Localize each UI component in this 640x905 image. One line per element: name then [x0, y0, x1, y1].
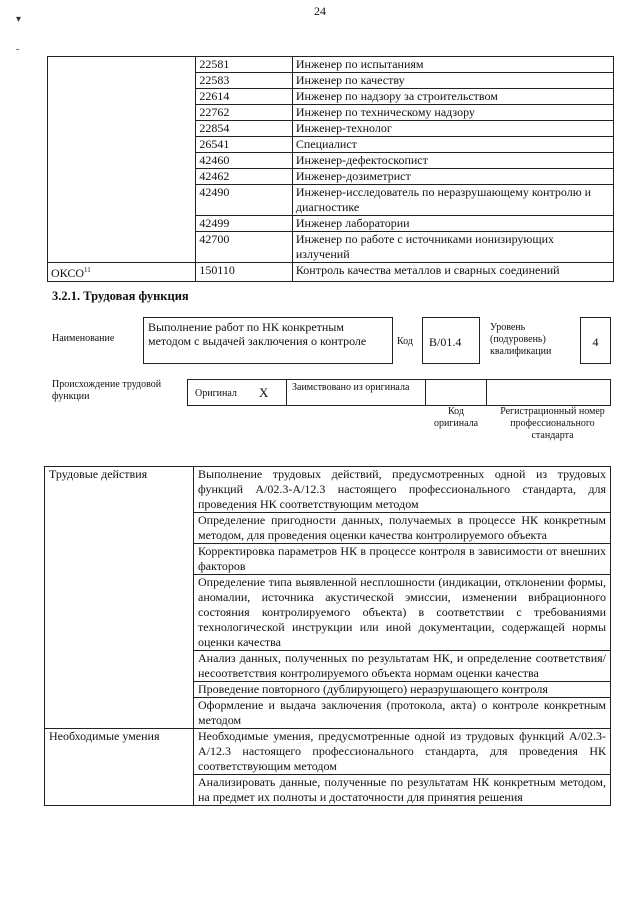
labor-actions-item: Анализ данных, полученных по результатам НК, и определение соответствия/несоответствия контролируемого объекта нормам оценки качества	[194, 651, 611, 682]
margin-mark: ▾	[16, 14, 22, 25]
table-row	[48, 57, 614, 73]
function-name-value: Выполнение работ по НК конкретным методом с выдачей заключения о контроле	[148, 320, 367, 348]
occupation-name: Инженер-исследователь по неразрушающему контролю и диагностике	[292, 185, 613, 216]
borrowed-label: Заимствовано из оригинала	[292, 382, 410, 393]
borrowed-box	[286, 379, 426, 406]
skills-item: Анализировать данные, полученные по результатам НК конкретным методом, на предмет их полноты и достаточности для принятия решения	[194, 775, 611, 806]
okso-code: 150110	[196, 263, 293, 282]
labor-actions-item: Выполнение трудовых действий, предусмотренных одной из трудовых функций А/02.3-А/12.3 настоящего профессионального стандарта, для проведения НК соответствующим методом	[194, 467, 611, 513]
skills-label: Необходимые умения	[45, 729, 194, 806]
okso-footnote: 11	[84, 266, 91, 274]
code-label: Код	[397, 336, 413, 347]
original-label: Оригинал	[195, 388, 237, 399]
labor-actions-item: Проведение повторного (дублирующего) неразрушающего контроля	[194, 682, 611, 698]
occupation-code: 42499	[196, 216, 293, 232]
section-title: 3.2.1. Трудовая функция	[52, 289, 189, 303]
occupation-name: Инженер по работе с источниками ионизирующих излучений	[292, 232, 613, 263]
skills-item: Необходимые умения, предусмотренные одной из трудовых функций А/02.3-А/12.3 настоящего профессионального стандарта, для проведения НК соответствующим методом	[194, 729, 611, 775]
labor-actions-item: Определение типа выявленной несплошности (индикации, отклонении формы, аномалии, источника акустической эмиссии, изменении вибрационного состояния контролируемого объекта) в соответствии с требованиями технологической инструкции или иной документации, содержащей нормы оценки качества	[194, 575, 611, 651]
labor-actions-label: Трудовые действия	[45, 467, 194, 729]
group-cell	[48, 57, 196, 263]
okso-label: ОКСО	[51, 266, 85, 280]
origin-label: Происхождение трудовой функции	[52, 379, 162, 402]
occupation-name: Инженер по надзору за строительством	[292, 89, 613, 105]
function-code-box	[422, 317, 480, 364]
reg-number-box	[486, 379, 611, 406]
labor-actions-item: Оформление и выдача заключения (протокола, акта) о контроле конкретным методом	[194, 698, 611, 729]
labor-actions-item: Определение пригодности данных, получаемых в процессе НК конкретным методом, для проведения оценки качества контролируемого объекта	[194, 513, 611, 544]
table-row	[45, 729, 611, 775]
occupation-code: 42490	[196, 185, 293, 216]
occupation-name: Инженер-дефектоскопист	[292, 153, 613, 169]
occupation-name: Инженер-дозиметрист	[292, 169, 613, 185]
original-mark: X	[259, 385, 269, 400]
occupation-code: 22581	[196, 57, 293, 73]
function-name-box	[143, 317, 393, 364]
okso-row	[48, 263, 614, 282]
occupation-name: Инженер-технолог	[292, 121, 613, 137]
occupation-code: 22614	[196, 89, 293, 105]
occupation-code: 22583	[196, 73, 293, 89]
code-original-box	[425, 379, 487, 406]
reg-number-caption: Регистрационный номер профессионального стандарта	[500, 406, 605, 441]
occupation-name: Инженер лаборатории	[292, 216, 613, 232]
occupation-code: 22762	[196, 105, 293, 121]
level-label: Уровень (подуровень) квалификации	[490, 322, 552, 357]
level-value: 4	[592, 335, 599, 349]
occupation-code: 22854	[196, 121, 293, 137]
occupation-name: Инженер по техническому надзору	[292, 105, 613, 121]
occupation-name: Инженер по качеству	[292, 73, 613, 89]
okso-label-cell	[48, 263, 196, 282]
function-details-table	[44, 466, 611, 806]
occupations-table	[47, 56, 614, 282]
occupation-code: 42462	[196, 169, 293, 185]
occupation-code: 26541	[196, 137, 293, 153]
occupation-name: Специалист	[292, 137, 613, 153]
level-box	[580, 317, 611, 364]
okso-name: Контроль качества металлов и сварных соединений	[292, 263, 613, 282]
name-label: Наименование	[52, 333, 115, 344]
occupation-code: 42700	[196, 232, 293, 263]
table-row	[45, 467, 611, 513]
code-original-caption: Код оригинала	[433, 406, 479, 429]
occupation-code: 42460	[196, 153, 293, 169]
labor-actions-item: Корректировка параметров НК в процессе контроля в зависимости от внешних факторов	[194, 544, 611, 575]
page-number: 24	[314, 4, 326, 18]
original-box	[187, 379, 287, 406]
function-code-value: В/01.4	[429, 335, 462, 349]
margin-mark: -	[16, 44, 20, 55]
occupation-name: Инженер по испытаниям	[292, 57, 613, 73]
